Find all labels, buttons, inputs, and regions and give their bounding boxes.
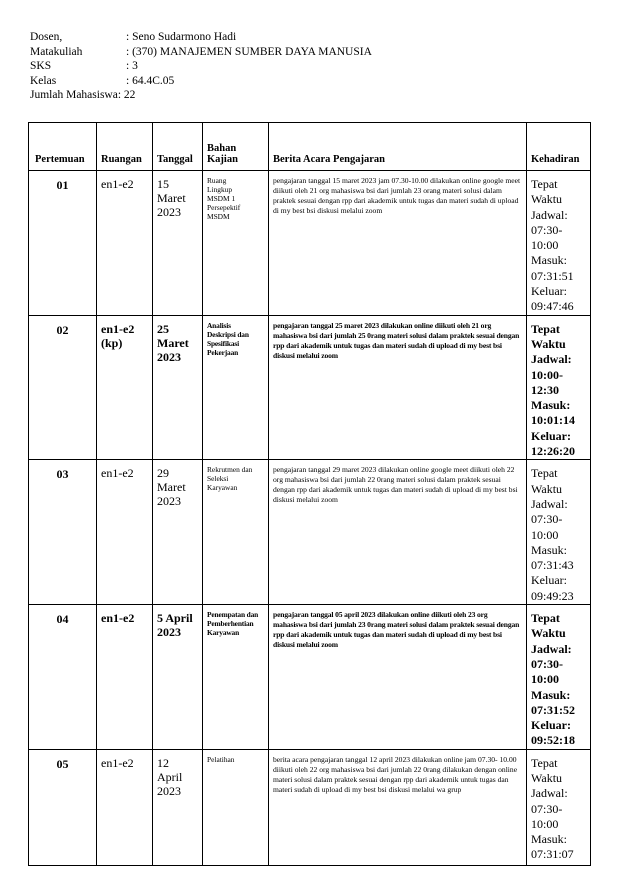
sks-row: [30, 59, 372, 74]
jumlah-row: [30, 88, 372, 103]
tanggal-cell: 15 Maret 2023: [157, 177, 186, 219]
kehadiran-cell: Tepat Waktu Jadwal: 07:30-10:00 Masuk: 07:31:52 Keluar: 09:52:18: [531, 611, 575, 748]
berita-acara-cell: berita acara pengajaran tanggal 12 april 2023 dilakukan online jam 07.30- 10.00 diikuti oleh 22 org mahasiswa bsi dari jumlah 22 0rang dilakukan dengan online materi solusi dalam praktek sesuai dengan rpp dari akademik untuk tugas dan materi sudah di upload di my best bsi diskusi melalui wa grup: [273, 754, 518, 794]
bahan-kajian-cell: Ruang Lingkup MSDM 1 Persepektif MSDM: [207, 176, 241, 221]
tanggal-cell: 12 April 2023: [157, 755, 183, 798]
pertemuan-cell: 02: [56, 322, 69, 337]
table-row: [29, 749, 591, 865]
kelas-label: Kelas: [30, 74, 57, 87]
col-header-bahan-kajian: Bahan Kajian: [203, 123, 269, 171]
col-header-pertemuan: Pertemuan: [29, 123, 97, 171]
matakuliah-value: : (370) MANAJEMEN SUMBER DAYA MANUSIA: [126, 45, 372, 58]
ruangan-cell: en1-e2: [101, 466, 134, 481]
berita-acara-cell: pengajaran tanggal 29 maret 2023 dilakukan online google meet diikuti oleh 22 org mahasiswa bsi dari jumlah 22 0rang materi solusi dalam praktek sesuai dengan rpp dari akademik untuk tugas dan materi sudah di upload di my best bsi diskusi melalui zoom: [273, 465, 518, 505]
tanggal-cell: 5 April 2023: [157, 611, 193, 640]
berita-acara-cell: pengajaran tanggal 05 april 2023 dilakukan online diikuti oleh 23 org mahasiswa bsi dari jumlah 23 0rang materi solusi dalam praktek sesuai dengan rpp dari akademik untuk tugas dan materi sudah di upload di my best bsi diskusi melalui zoom: [273, 610, 520, 650]
attendance-table: [28, 122, 591, 866]
pertemuan-cell: 03: [56, 467, 69, 482]
bahan-kajian-cell: Penempatan dan Pemberhentian Karyawan: [207, 610, 259, 638]
jumlah-value: : 22: [117, 89, 136, 101]
table-row: [29, 171, 591, 316]
kelas-row: [30, 74, 372, 89]
table-row: [29, 315, 591, 460]
sks-label: SKS: [30, 60, 52, 72]
bahan-kajian-cell: Pelatihan: [207, 754, 235, 764]
ruangan-cell: en1-e2: [101, 177, 134, 191]
course-header: [30, 30, 372, 103]
bahan-kajian-cell: Analisis Deskripsi dan Spesifikasi Pekerjaan: [207, 320, 249, 357]
matakuliah-label: Matakuliah: [30, 45, 83, 58]
dosen-label: Dosen,: [30, 31, 63, 43]
berita-acara-cell: pengajaran tanggal 15 maret 2023 jam 07.30-10.00 dilakukan online google meet diikuti oleh 21 org mahasiswa bsi dari jumlah 23 orang materi solusi dalam praktek sesuai dengan rpp dari akademik untuk tugas dan materi sudah di upload di my best bsi diskusi melalui zoom: [273, 176, 521, 215]
kehadiran-cell: Tepat Waktu Jadwal: 10:00-12:30 Masuk: 10:01:14 Keluar: 12:26:20: [531, 321, 575, 459]
col-header-ruangan: Ruangan: [97, 123, 153, 171]
table-row: [29, 605, 591, 750]
dosen-value: : Seno Sudarmono Hadi: [126, 31, 237, 43]
col-header-kehadiran: Kehadiran: [527, 123, 591, 171]
pertemuan-cell: 04: [56, 612, 69, 627]
berita-acara-cell: pengajaran tanggal 25 maret 2023 dilakukan online diikuti oleh 21 org mahasiswa bsi dari jumlah 25 0rang materi solusi dalam praktek sesuai dengan rpp dari akademik untuk tugas dan materi sudah di upload di my best bsi diskusi melalui zoom: [273, 320, 520, 360]
kehadiran-cell: Tepat Waktu Jadwal: 07:30-10:00 Masuk: 07:31:43 Keluar: 09:49:23: [531, 466, 574, 603]
table-header-row: [29, 123, 591, 171]
kehadiran-cell: Tepat Waktu Jadwal: 07:30-10:00 Masuk: 07:31:07: [531, 755, 574, 862]
tanggal-cell: 25 Maret 2023: [157, 321, 189, 364]
table-row: [29, 460, 591, 605]
jumlah-label: Jumlah Mahasiswa: [30, 89, 118, 101]
kehadiran-cell: Tepat Waktu Jadwal: 07:30-10:00 Masuk: 07:31:51 Keluar: 09:47:46: [531, 177, 574, 314]
ruangan-cell: en1-e2 (kp): [101, 321, 135, 350]
tanggal-cell: 29 Maret 2023: [157, 466, 186, 509]
col-header-berita-acara: Berita Acara Pengajaran: [269, 123, 527, 171]
sks-value: : 3: [126, 60, 138, 72]
pertemuan-cell: 05: [56, 756, 69, 771]
kelas-value: : 64.4C.05: [126, 74, 175, 87]
dosen-row: [30, 30, 372, 45]
bahan-kajian-cell: Rekrutmen dan Seleksi Karyawan: [207, 465, 253, 493]
col-header-tanggal: Tanggal: [153, 123, 203, 171]
pertemuan-cell: 01: [56, 178, 69, 192]
ruangan-cell: en1-e2: [101, 755, 134, 770]
ruangan-cell: en1-e2: [101, 611, 135, 626]
matakuliah-row: [30, 45, 372, 60]
